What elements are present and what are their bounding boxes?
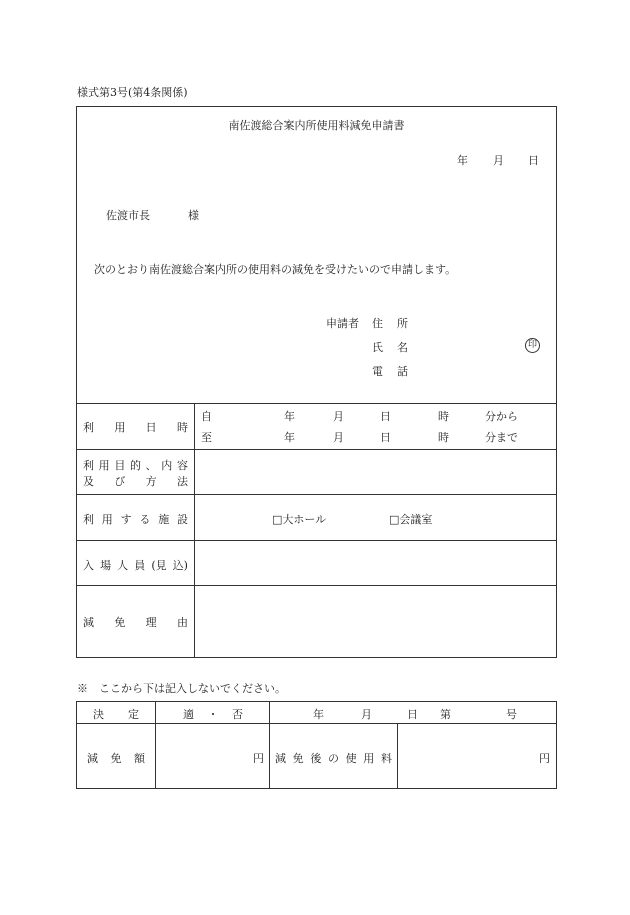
applicant-phone-label: 電 話 xyxy=(372,365,408,378)
purpose-field[interactable] xyxy=(195,450,556,494)
date-year-label: 年 xyxy=(457,154,468,167)
facility-label: 利 用 す る 施 設 xyxy=(83,513,188,526)
office-use-note: ※ ここから下は記入しないでください。 xyxy=(77,682,286,695)
approval-choice[interactable]: 適 ・ 否 xyxy=(183,708,243,721)
divider xyxy=(76,403,557,404)
facility-option-hall[interactable]: □大ホール xyxy=(272,513,327,526)
applicant-label: 申請者 xyxy=(326,317,359,330)
reason-label: 減 免 理 由 xyxy=(83,616,188,629)
facility-option-meeting-room[interactable]: □会議室 xyxy=(389,513,433,526)
attendance-field[interactable] xyxy=(195,541,556,585)
fee-after-reduction-label: 減 免 後 の 使 用 料 xyxy=(275,752,392,765)
usage-datetime-label: 利 用 日 時 xyxy=(83,421,188,434)
reduction-amount-unit: 円 xyxy=(253,752,264,765)
form-number: 様式第3号(第4条関係) xyxy=(77,86,188,99)
application-statement: 次のとおり南佐渡総合案内所の使用料の減免を受けたいので申請します。 xyxy=(94,263,457,276)
date-day-label: 日 xyxy=(528,154,539,167)
reduction-amount-label: 減 免 額 xyxy=(87,752,145,765)
fee-after-reduction-field[interactable] xyxy=(398,724,556,788)
divider xyxy=(76,494,557,495)
seal-mark-icon: 印 xyxy=(525,338,540,353)
form-title: 南佐渡総合案内所使用料減免申請書 xyxy=(228,119,405,132)
reduction-amount-field[interactable] xyxy=(156,724,268,788)
addressee-honorific: 様 xyxy=(188,209,199,222)
reason-field[interactable] xyxy=(195,586,556,657)
addressee-name: 佐渡市長 xyxy=(106,209,150,222)
purpose-label-line2: 及 び 方 法 xyxy=(83,475,188,488)
decision-label: 決 定 xyxy=(93,708,139,721)
purpose-label-line1: 利 用 目 的 、 内 容 xyxy=(83,459,188,472)
fee-after-reduction-unit: 円 xyxy=(539,752,550,765)
attendance-label: 入 場 人 員 (見 込) xyxy=(83,559,188,572)
date-month-label: 月 xyxy=(493,154,504,167)
applicant-address-label: 住 所 xyxy=(372,317,408,330)
column-divider xyxy=(269,701,270,789)
applicant-name-label: 氏 名 xyxy=(372,341,408,354)
